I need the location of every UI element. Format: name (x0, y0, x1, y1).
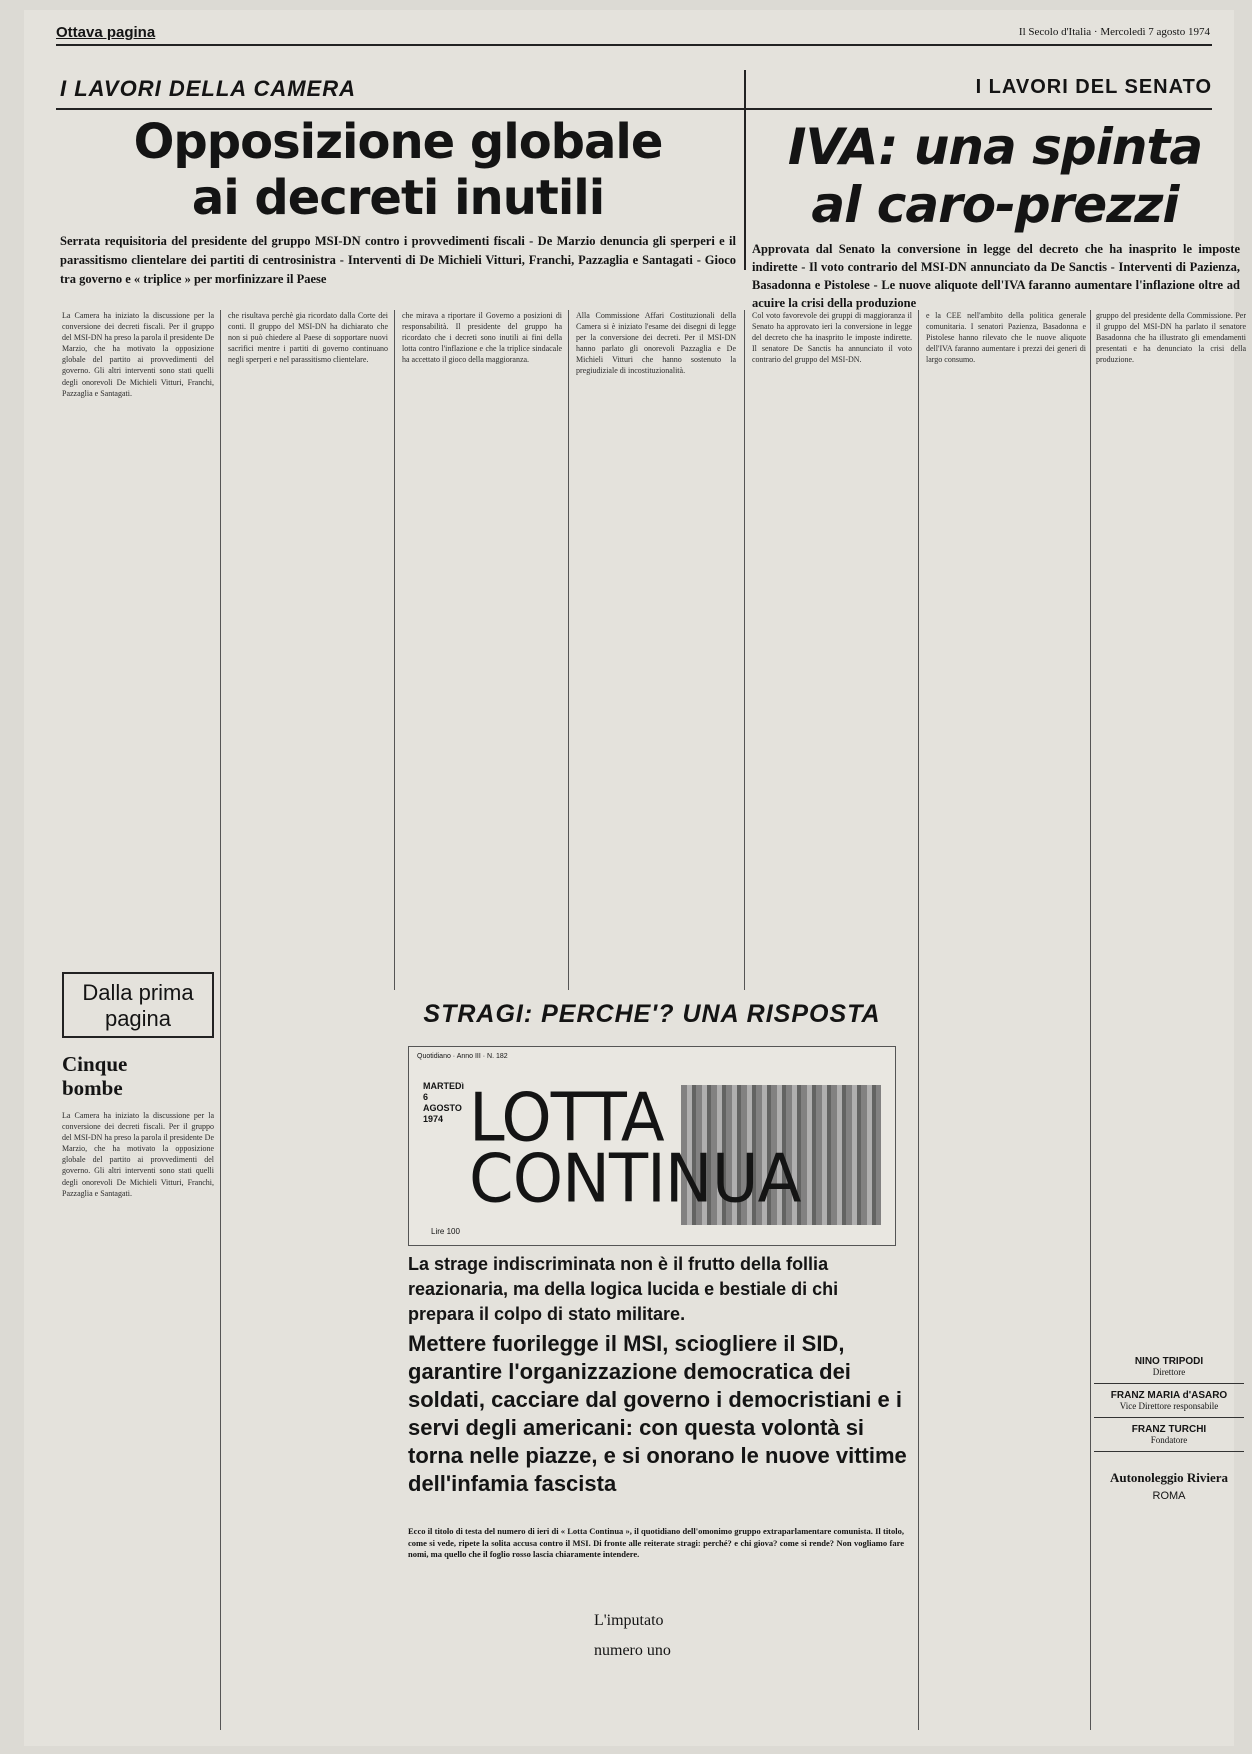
story-body-cinque-bombe: La Camera ha iniziato la discussione per la conversione dei decreti fiscali. Per il gruppo del MSI-DN ha preso la parola il presidente De Marzio, che ha motivato la opposizione globale del partito ai provvedimenti del governo. Gli altri interventi sono stati quelli degli onorevoli De Michieli Vitturi, Franchi, Pazzaglia e Santagati. (62, 1111, 214, 1198)
staff-director: NINO TRIPODI Direttore (1094, 1350, 1244, 1384)
article-column-2: che risultava perchè gia ricordato dalla Corte dei conti. Il gruppo del MSI-DN ha dichiarato che non si può chiedere al Paese di sopportare nuovi sacrifici mentre i partiti di governo continuano negli sperperi e nel parassitismo clientelare. (228, 311, 388, 365)
top-rule (56, 44, 1212, 46)
headline-senato (750, 118, 1240, 234)
article-column-1: La Camera ha iniziato la discussione per la conversione dei decreti fiscali. Per il gruppo del MSI-DN ha preso la parola il presidente De Marzio, che ha motivato la opposizione globale del partito ai provvedimenti del governo. Gli altri interventi sono stati quelli degli onorevoli De Michieli Vitturi, Franchi, Pazzaglia e Santagati. (62, 311, 214, 398)
lc-masthead: LOTTA CONTINUA (469, 1079, 801, 1219)
staff-box (1094, 1350, 1244, 1452)
imputato-heading: L'imputato numero uno (594, 1612, 671, 1659)
page-section-label: Ottava pagina (56, 24, 156, 41)
ad-caption: Ecco il titolo di testa del numero di ieri di « Lotta Continua », il quotidiano dell'omonimo gruppo extraparlamentare comunista. Il titolo, come si vede, ripete la solita accusa contro il MSI. Di fronte alle reiterate stragi: perché? e chi giova? come si rende? Non vogliamo fare nomi, ma quello che il foglio rosso lascia chiaramente intendere. (408, 1526, 904, 1559)
subhead-senato: Approvata dal Senato la conversione in legge del decreto che ha inasprito le imposte indirette - Il voto contrario del MSI-DN annunciato da De Sanctis - Interventi di Pazienza, Basadonna e Pistolese - Le nuove aliquote dell'IVA faranno aumentare l'inflazione oltre ad acuire la crisi della produzione (752, 242, 1240, 310)
staff-founder: FRANZ TURCHI Fondatore (1094, 1418, 1244, 1452)
section-camera: I LAVORI DELLA CAMERA (60, 76, 356, 101)
lc-date: MARTEDì 6 AGOSTO 1974 (423, 1081, 464, 1124)
article-column-3: che mirava a riportare il Governo a posizioni di responsabilità. Il presidente del gruppo ha ricordato che i decreti sono inutili ai fini della lotta contro l'inflazione e che la triplice sindacale ha accettato il gioco della maggioranza. (402, 311, 562, 365)
column-rule (744, 310, 745, 990)
dalla-prima-box (62, 972, 214, 1038)
column-rule (394, 310, 395, 990)
dalla-prima-label: Dalla prima (82, 980, 194, 1005)
lc-lead: La strage indiscriminata non è il frutto della follia reazionaria, ma della logica lucida e bestiale di chi prepara il colpo di stato militare. (408, 1254, 839, 1324)
article-column-5: Col voto favorevole dei gruppi di maggioranza il Senato ha approvato ieri la conversione in legge del decreto che ha inasprito le imposte indirette. Il senatore De Sanctis ha annunciato il voto contrario del gruppo del MSI-DN. (752, 311, 912, 365)
classified-autonoleggio: Autonoleggio Riviera ROMA (1109, 1470, 1229, 1502)
headline-senato-line2: al caro-prezzi (811, 176, 1179, 234)
column-rule (220, 310, 221, 1730)
ad-heading: STRAGI: PERCHE'? UNA RISPOSTA (423, 1000, 881, 1028)
subhead-camera: Serrata requisitoria del presidente del gruppo MSI-DN contro i provvedimenti fiscali - De Marzio denuncia gli sperperi e il parassitismo clientelare dei partiti di centrosinistra - Interventi di De Michieli Vitturi, Franchi, Pazzaglia e Santagati - Gioco tra governo e « triplice » per morfinizzare il Paese (60, 234, 736, 286)
section-senato: I LAVORI DEL SENATO (975, 76, 1212, 98)
column-divider (744, 70, 746, 270)
story-title-cinque-bombe: Cinque bombe (62, 1052, 128, 1100)
column-rule (918, 310, 919, 1730)
publication-dateline: Il Secolo d'Italia · Mercoledì 7 agosto 1974 (1018, 26, 1210, 38)
column-rule (1090, 310, 1091, 1730)
newspaper-page (24, 10, 1246, 1746)
headline-camera-line1: Opposizione globale (133, 114, 663, 170)
headline-camera-line2: ai decreti inutili (191, 170, 605, 226)
staff-vice: FRANZ MARIA d'ASARO Vice Direttore responsabile (1094, 1384, 1244, 1418)
headline-camera (60, 114, 736, 226)
lc-slogan: Mettere fuorilegge il MSI, sciogliere il SID, garantire l'organizzazione democratica dei soldati, cacciare dal governo i democristiani e i servi degli americani: con questa volontà si torna nelle piazze, e si onorano le nuove vittime dell'infamia fascista (408, 1331, 907, 1496)
headline-senato-line1: IVA: una spinta (787, 118, 1203, 176)
lc-price: Lire 100 (431, 1227, 460, 1236)
column-rule (568, 310, 569, 990)
section-rule (56, 108, 1212, 110)
dalla-prima-label: pagina (104, 1006, 172, 1031)
lc-paper-header: Quotidiano · Anno III · N. 182 (417, 1053, 508, 1060)
lotta-continua-front-page (408, 1046, 896, 1246)
article-column-7: gruppo del presidente della Commissione. Per il gruppo del MSI-DN ha parlato il senatore Basadonna che ha illustrato gli emendamenti presentati e ha denunciato la crisi della produzione. (1096, 311, 1246, 365)
article-column-4: Alla Commissione Affari Costituzionali della Camera si è iniziato l'esame dei disegni di legge per la conversione dei decreti. Per il MSI-DN hanno parlato gli onorevoli Pazzaglia e De Michieli Vitturi che hanno sostenuto la pregiudiziale di incostituzionalità. (576, 311, 736, 376)
article-column-6: e la CEE nell'ambito della politica generale comunitaria. I senatori Pazienza, Basadonna e Pistolese hanno rilevato che le nuove aliquote dell'IVA faranno aumentare i prezzi dei generi di largo consumo. (926, 311, 1086, 365)
